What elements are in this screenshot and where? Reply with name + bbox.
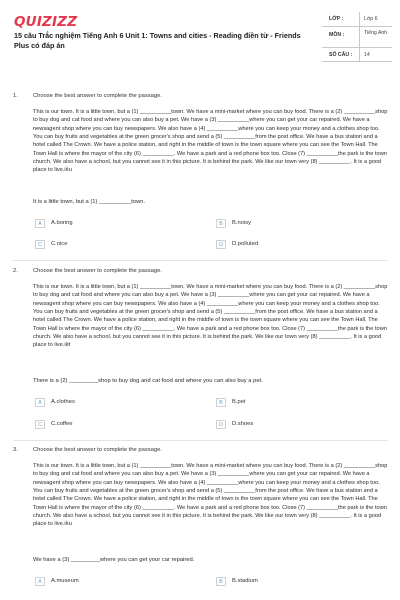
answer-option-c[interactable] xyxy=(35,419,205,431)
option-letter-badge: B xyxy=(216,577,226,586)
option-text: A.boring xyxy=(51,220,73,226)
option-letter-badge: C xyxy=(35,240,45,249)
option-letter-badge: A xyxy=(35,219,45,228)
answer-option-b[interactable] xyxy=(216,397,386,409)
question-stem: We have a (3) _________where you can get your car repaired. xyxy=(33,557,195,563)
option-letter-badge: B xyxy=(216,398,226,407)
question-stem: It is a little town, but a (1) __________town. xyxy=(33,199,146,205)
option-letter-badge: D xyxy=(216,240,226,249)
answer-option-a[interactable] xyxy=(35,576,205,588)
question-divider xyxy=(13,260,388,261)
option-text: D.polluted xyxy=(232,241,259,247)
question-instruction: Choose the best answer to complete the passage. xyxy=(33,447,162,453)
question-number: 3. xyxy=(13,447,18,453)
option-text: B.stadium xyxy=(232,578,258,584)
meta-count-value: 14 xyxy=(364,52,370,58)
meta-count-row xyxy=(322,48,392,62)
option-text: B.noisy xyxy=(232,220,252,226)
option-text: B.pet xyxy=(232,399,246,405)
meta-subject-value: Tiếng Anh xyxy=(364,30,388,36)
meta-class-value: Lớp 6 xyxy=(364,16,378,22)
question-number: 1. xyxy=(13,93,18,99)
option-text: C.nice xyxy=(51,241,68,247)
option-text: A.museum xyxy=(51,578,79,584)
option-text: A.clothes xyxy=(51,399,75,405)
worksheet-meta-box xyxy=(322,12,392,62)
worksheet-header xyxy=(0,0,400,70)
answer-option-a[interactable] xyxy=(35,397,205,409)
option-letter-badge: A xyxy=(35,577,45,586)
answer-option-d[interactable] xyxy=(216,239,386,251)
option-letter-badge: C xyxy=(35,420,45,429)
option-text: D.shoes xyxy=(232,421,254,427)
question-number: 2. xyxy=(13,268,18,274)
option-letter-badge: D xyxy=(216,420,226,429)
answer-option-d[interactable] xyxy=(216,419,386,431)
quizizz-logo: QUIZIZZ xyxy=(14,14,78,30)
meta-subject-label: MÔN : xyxy=(329,32,345,38)
answer-option-a[interactable] xyxy=(35,218,205,230)
meta-class-label: LỚP : xyxy=(329,16,344,22)
meta-class-row xyxy=(322,12,392,27)
meta-subject-row xyxy=(322,27,392,48)
worksheet-title: 15 câu Trắc nghiệm Tiếng Anh 6 Unit 1: Towns and cities - Reading điền từ - Friends Plus có đáp án xyxy=(14,31,301,50)
question-instruction: Choose the best answer to complete the passage. xyxy=(33,93,162,99)
option-letter-badge: A xyxy=(35,398,45,407)
meta-count-label: SỐ CÂU : xyxy=(329,52,353,58)
answer-option-c[interactable] xyxy=(35,239,205,251)
answer-option-b[interactable] xyxy=(216,576,386,588)
question-divider xyxy=(13,440,388,441)
option-letter-badge: B xyxy=(216,219,226,228)
question-passage: This is our town. It is a little town, but a (1) __________town. We have a mini-market where you can buy food. There is a (2) __________shop to buy dog and cat food and where you can also buy a pet. We have a (3) __________where you can get your car repaired. We have a newsagent shop where you can buy newspapers. We also have a (4) __________where you can keep your money and a clothes shop too. You can buy fruits and vegetables at the green grocer's shop and send a (5) __________from the post office. We have a bus station and a hotel called The Crown. We have a police station, and right in the middle of town is the town square where you can see the Town Hall. The Town Hall is where the mayor of the city (6) __________. We have a park and a red phone box too. Close (7) __________the park is the town church. We also have a school, but you cannot see it in this picture. It is behind the park. We like our town very (8) __________. It is a good place to live.iệt xyxy=(33,284,388,349)
option-text: C.coffee xyxy=(51,421,73,427)
question-passage: This is our town. It is a little town, but a (1) __________town. We have a mini-market where you can buy food. There is a (2) __________shop to buy dog and cat food and where you can also buy a pet. We have a (3) __________where you can get your car repaired. We have a newsagent shop where you can buy newspapers. We also have a (4) __________where you can keep your money and a clothes shop too. You can buy fruits and vegetables at the green grocer's shop and send a (5) __________from the post office. We have a bus station and a hotel called The Crown. We have a police station, and right in the middle of town is the town square where you can see the Town Hall. The Town Hall is where the mayor of the city (6) __________. We have a park and a red phone box too. Close (7) __________the park is the town church. We also have a school, but you cannot see it in this picture. It is behind the park. We like our town very (8) __________. It is a good place to live.iều xyxy=(33,109,388,174)
answer-option-b[interactable] xyxy=(216,218,386,230)
question-passage: This is our town. It is a little town, but a (1) __________town. We have a mini-market where you can buy food. There is a (2) __________shop to buy dog and cat food and where you can also buy a pet. We have a (3) __________where you can get your car repaired. We have a newsagent shop where you can buy newspapers. We also have a (4) __________where you can keep your money and a clothes shop too. You can buy fruits and vegetables at the green grocer's shop and send a (5) __________from the post office. We have a bus station and a hotel called The Crown. We have a police station, and right in the middle of town is the town square where you can see the Town Hall. The Town Hall is where the mayor of the city (6) __________. We have a park and a red phone box too. Close (7) __________the park is the town church. We also have a school, but you cannot see it in this picture. It is behind the park. We like our town very (8) __________. It is a good place to live.iều xyxy=(33,463,388,528)
question-stem: There is a (2) _________shop to buy dog and cat food and where you can also buy a pet. xyxy=(33,378,263,384)
question-instruction: Choose the best answer to complete the passage. xyxy=(33,268,162,274)
